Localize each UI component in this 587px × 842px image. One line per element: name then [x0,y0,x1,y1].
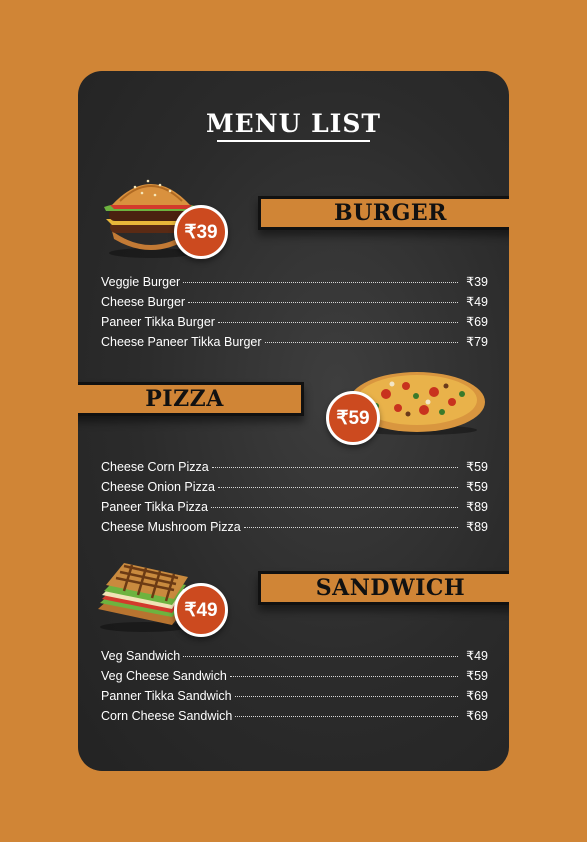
dot-leader [244,527,458,528]
item-price: ₹69 [466,709,488,723]
sandwich-section-banner: SANDWICH [258,571,509,605]
pizza-section-banner: PIZZA [78,382,304,416]
burger-price-badge [174,205,228,259]
dot-leader [265,342,458,343]
list-item [101,294,488,314]
item-price: ₹59 [466,480,488,494]
item-price: ₹89 [466,520,488,534]
item-price: ₹59 [466,460,488,474]
item-name: Cheese Onion Pizza [101,480,215,494]
item-price: ₹69 [466,689,488,703]
list-item [101,274,488,294]
pizza-items-list [101,459,488,539]
item-price: ₹79 [466,335,488,349]
list-item [101,479,488,499]
burger-badge-price: ₹39 [184,221,218,243]
list-item [101,334,488,354]
item-name: Panner Tikka Sandwich [101,689,232,703]
item-price: ₹49 [466,649,488,663]
dot-leader [235,716,458,717]
item-price: ₹69 [466,315,488,329]
list-item [101,688,488,708]
item-name: Veggie Burger [101,275,181,289]
list-item [101,519,488,539]
item-name: Cheese Corn Pizza [101,460,209,474]
menu-card [78,71,509,771]
item-price: ₹49 [466,295,488,309]
menu-title: MENU LIST [205,109,381,138]
dot-leader [218,322,458,323]
dot-leader [212,467,458,468]
item-name: Veg Cheese Sandwich [101,669,227,683]
item-name: Cheese Mushroom Pizza [101,520,241,534]
item-name: Corn Cheese Sandwich [101,709,233,723]
list-item [101,668,488,688]
pizza-badge-price: ₹59 [336,407,370,429]
item-price: ₹89 [466,500,488,514]
list-item [101,314,488,334]
dot-leader [230,676,458,677]
item-name: Cheese Paneer Tikka Burger [101,335,262,349]
dot-leader [188,302,458,303]
item-name: Paneer Tikka Pizza [101,500,208,514]
dot-leader [218,487,458,488]
item-name: Paneer Tikka Burger [101,315,215,329]
dot-leader [183,656,458,657]
pizza-price-badge [326,391,380,445]
list-item [101,499,488,519]
item-name: Veg Sandwich [101,649,181,663]
list-item [101,648,488,668]
list-item [101,708,488,728]
item-name: Cheese Burger [101,295,186,309]
list-item [101,459,488,479]
title-underline [217,140,370,142]
burger-section-banner: BURGER [258,196,509,230]
dot-leader [211,507,458,508]
sandwich-price-badge [174,583,228,637]
sandwich-badge-price: ₹49 [184,599,218,621]
dot-leader [183,282,458,283]
item-price: ₹39 [466,275,488,289]
item-price: ₹59 [466,669,488,683]
sandwich-items-list [101,648,488,728]
burger-items-list [101,274,488,354]
dot-leader [235,696,458,697]
